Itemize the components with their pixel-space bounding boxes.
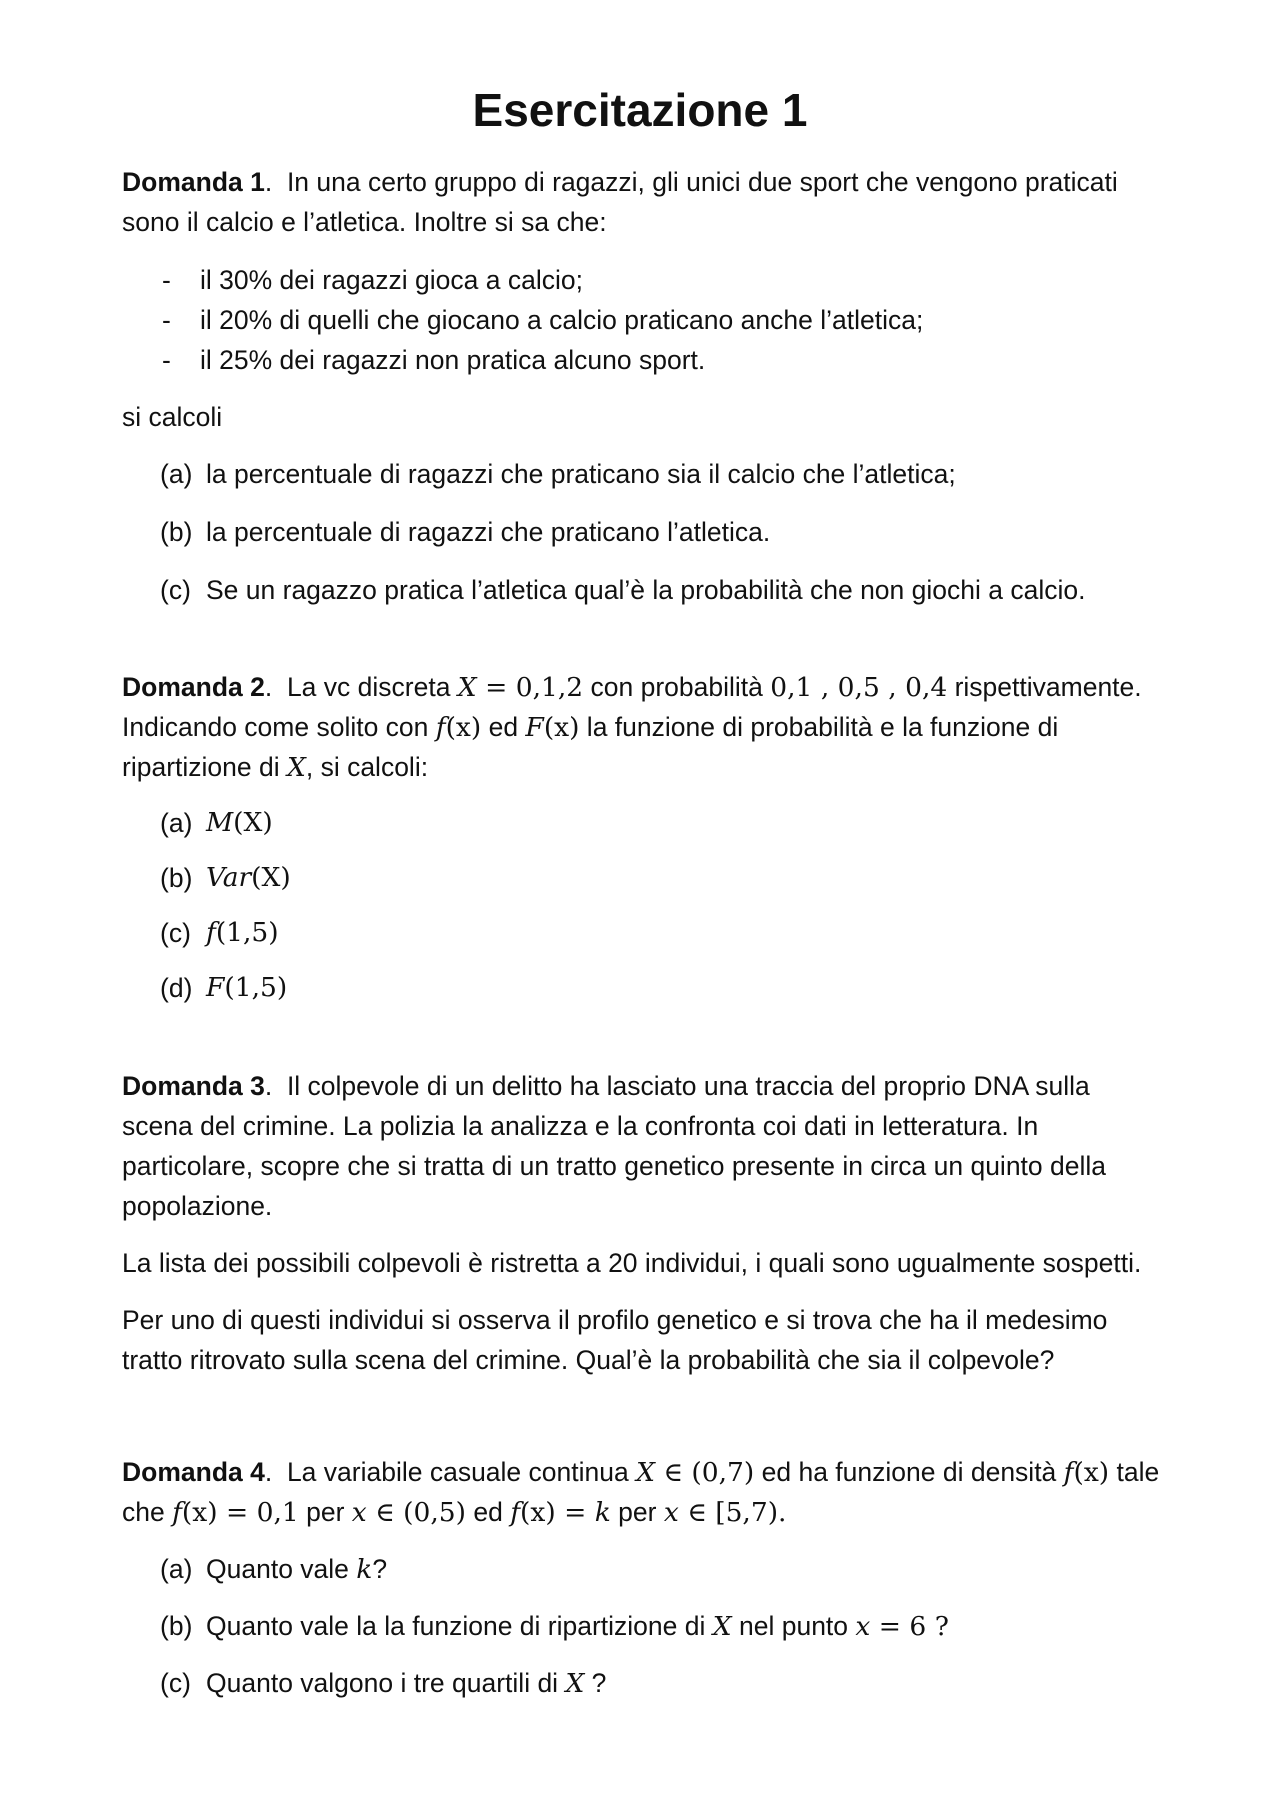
math-var: f (1063, 1457, 1074, 1488)
math-var: X (712, 1611, 732, 1642)
math-expr: (x) = 0,1 (181, 1497, 299, 1528)
q3-label: Domanda 3 (122, 1071, 265, 1101)
q4-text: ? (584, 1668, 607, 1698)
q4-text: La variabile casuale continua (286, 1457, 637, 1487)
math-var: f (510, 1497, 521, 1528)
math-var: F (206, 972, 225, 1003)
math-var: f (172, 1497, 182, 1528)
q4-text: Quanto vale la la funzione di ripartizione di (206, 1611, 713, 1641)
q3-line-4: popolazione. (122, 1191, 273, 1221)
list-item: il 20% di quelli che giocano a calcio praticano anche l’atletica; (200, 305, 924, 335)
q1-item-c-label: (c) (160, 575, 191, 605)
q2-text: ripartizione di (122, 752, 287, 782)
math-var: F (525, 712, 544, 743)
q2-item-b-expr (206, 858, 291, 898)
q4-text: tale (1109, 1457, 1160, 1487)
math-var: k (594, 1497, 611, 1528)
q2-label: Domanda 2 (122, 672, 265, 702)
list-item: il 25% dei ragazzi non pratica alcuno sport. (200, 345, 706, 375)
q1-calc-text: si calcoli (122, 402, 223, 432)
math-expr: (1,5) (224, 972, 288, 1003)
q3-paragraph-2: La lista dei possibili colpevoli è ristretta a 20 individui, i quali sono ugualmente sospetti. (122, 1248, 1142, 1278)
math-var: f (206, 917, 216, 948)
q3-line-1: Domanda 3. Il colpevole di un delitto ha lasciato una traccia del proprio DNA sulla (122, 1071, 1090, 1101)
q4-item-a-text (206, 1549, 387, 1590)
q3-paragraph-3-line-1: Per uno di questi individui si osserva il profilo genetico e si trova che ha il medesimo (122, 1305, 1108, 1335)
q4-text: ed ha funzione di densità (754, 1457, 1064, 1487)
q4-text: Quanto valgono i tre quartili di (206, 1668, 566, 1698)
math-var: X (565, 1668, 585, 1699)
list-item: il 30% dei ragazzi gioca a calcio; (200, 265, 583, 295)
q3-text: Il colpevole di un delitto ha lasciato una traccia del proprio DNA sulla (286, 1071, 1090, 1101)
q4-label: Domanda 4 (122, 1457, 265, 1487)
q1-intro-line-2: sono il calcio e l’atletica. Inoltre si sa che: (122, 207, 607, 237)
math-expr: (x) = (520, 1497, 595, 1528)
q4-item-a-label: (a) (160, 1554, 193, 1584)
math-expr: 0,1 , 0,5 , 0,4 (770, 672, 948, 703)
math-expr: ∈ (0,7) (654, 1457, 755, 1488)
math-expr: = 0,1,2 (476, 672, 584, 703)
math-expr: = 6 ? (870, 1611, 949, 1642)
math-expr: (x) (543, 712, 580, 743)
math-var: x (663, 1497, 679, 1528)
math-var: M (206, 807, 234, 838)
q2-text: Indicando come solito con (122, 712, 436, 742)
q2-line-1: Domanda 2. La vc discreta X = 0,1,2 con probabilità 0,1 , 0,5 , 0,4 rispettivamente. (122, 672, 1142, 703)
q4-item-b-label: (b) (160, 1611, 193, 1641)
math-var: Var (206, 862, 252, 893)
q1-item-b-label: (b) (160, 517, 193, 547)
q3-paragraph-3-line-2: tratto ritrovato sulla scena del crimine. Qual’è la probabilità che sia il colpevole? (122, 1345, 1055, 1375)
math-var: X (286, 752, 306, 783)
math-expr: ∈ (0,5) (366, 1497, 467, 1528)
q1-item-b-text: la percentuale di ragazzi che praticano l’atletica. (206, 517, 771, 547)
q2-text: ed (481, 712, 526, 742)
math-var: f (435, 712, 446, 743)
q4-text: ? (372, 1554, 388, 1584)
bullet-dash: - (162, 345, 171, 375)
q4-item-b-text (206, 1606, 949, 1647)
math-expr: (x) (445, 712, 482, 743)
q2-item-b-label: (b) (160, 863, 193, 893)
q1-item-a-label: (a) (160, 459, 193, 489)
q4-item-c-label: (c) (160, 1668, 191, 1698)
q4-item-c-text (206, 1663, 606, 1704)
q2-text: la funzione di probabilità e la funzione di (579, 712, 1059, 742)
q2-line-2 (122, 707, 1202, 748)
q2-line-3 (122, 747, 1202, 788)
q2-text: con probabilità (583, 672, 771, 702)
q2-item-d-label: (d) (160, 973, 193, 1003)
math-expr: (1,5) (215, 917, 279, 948)
q4-line-2 (122, 1492, 1202, 1533)
q2-item-c-expr (206, 913, 279, 953)
math-expr: ∈ [5,7). (678, 1497, 787, 1528)
q2-text: , si calcoli: (305, 752, 429, 782)
page-title: Esercitazione 1 (472, 84, 808, 136)
q3-line-3: particolare, scopre che si tratta di un tratto genetico presente in circa un quinto della (122, 1151, 1107, 1181)
q4-line-1: Domanda 4. La variabile casuale continua X ∈ (0,7) ed ha funzione di densità f(x) tale (122, 1457, 1160, 1488)
bullet-dash: - (162, 305, 171, 335)
q3-line-2: scena del crimine. La polizia la analizza e la confronta coi dati in letteratura. In (122, 1111, 1039, 1141)
q2-item-d-expr (206, 968, 287, 1008)
math-expr: (X) (251, 862, 291, 893)
math-var: X (457, 672, 477, 703)
math-var: x (855, 1611, 871, 1642)
q2-item-a-expr (206, 803, 273, 843)
q4-text: che (122, 1497, 173, 1527)
q1-intro-line-1: Domanda 1. In una certo gruppo di ragazzi, gli unici due sport che vengono praticati (122, 167, 1118, 197)
q4-text: nel punto (731, 1611, 856, 1641)
q4-text: per (298, 1497, 352, 1527)
math-var: x (351, 1497, 367, 1528)
q4-text: per (610, 1497, 664, 1527)
q1-label: Domanda 1 (122, 167, 265, 197)
q1-item-a-text: la percentuale di ragazzi che praticano sia il calcio che l’atletica; (206, 459, 956, 489)
math-var: k (356, 1554, 373, 1585)
q4-text: Quanto vale (206, 1554, 357, 1584)
math-expr: (X) (233, 807, 273, 838)
q2-text: La vc discreta (286, 672, 458, 702)
q1-item-c-text: Se un ragazzo pratica l’atletica qual’è la probabilità che non giochi a calcio. (206, 575, 1086, 605)
q2-text: rispettivamente. (947, 672, 1142, 702)
bullet-dash: - (162, 265, 171, 295)
q2-item-a-label: (a) (160, 808, 193, 838)
q4-text: ed (466, 1497, 511, 1527)
q2-item-c-label: (c) (160, 918, 191, 948)
q1-intro-text-1: In una certo gruppo di ragazzi, gli unici due sport che vengono praticati (286, 167, 1118, 197)
math-expr: (x) (1073, 1457, 1110, 1488)
math-var: X (636, 1457, 655, 1488)
